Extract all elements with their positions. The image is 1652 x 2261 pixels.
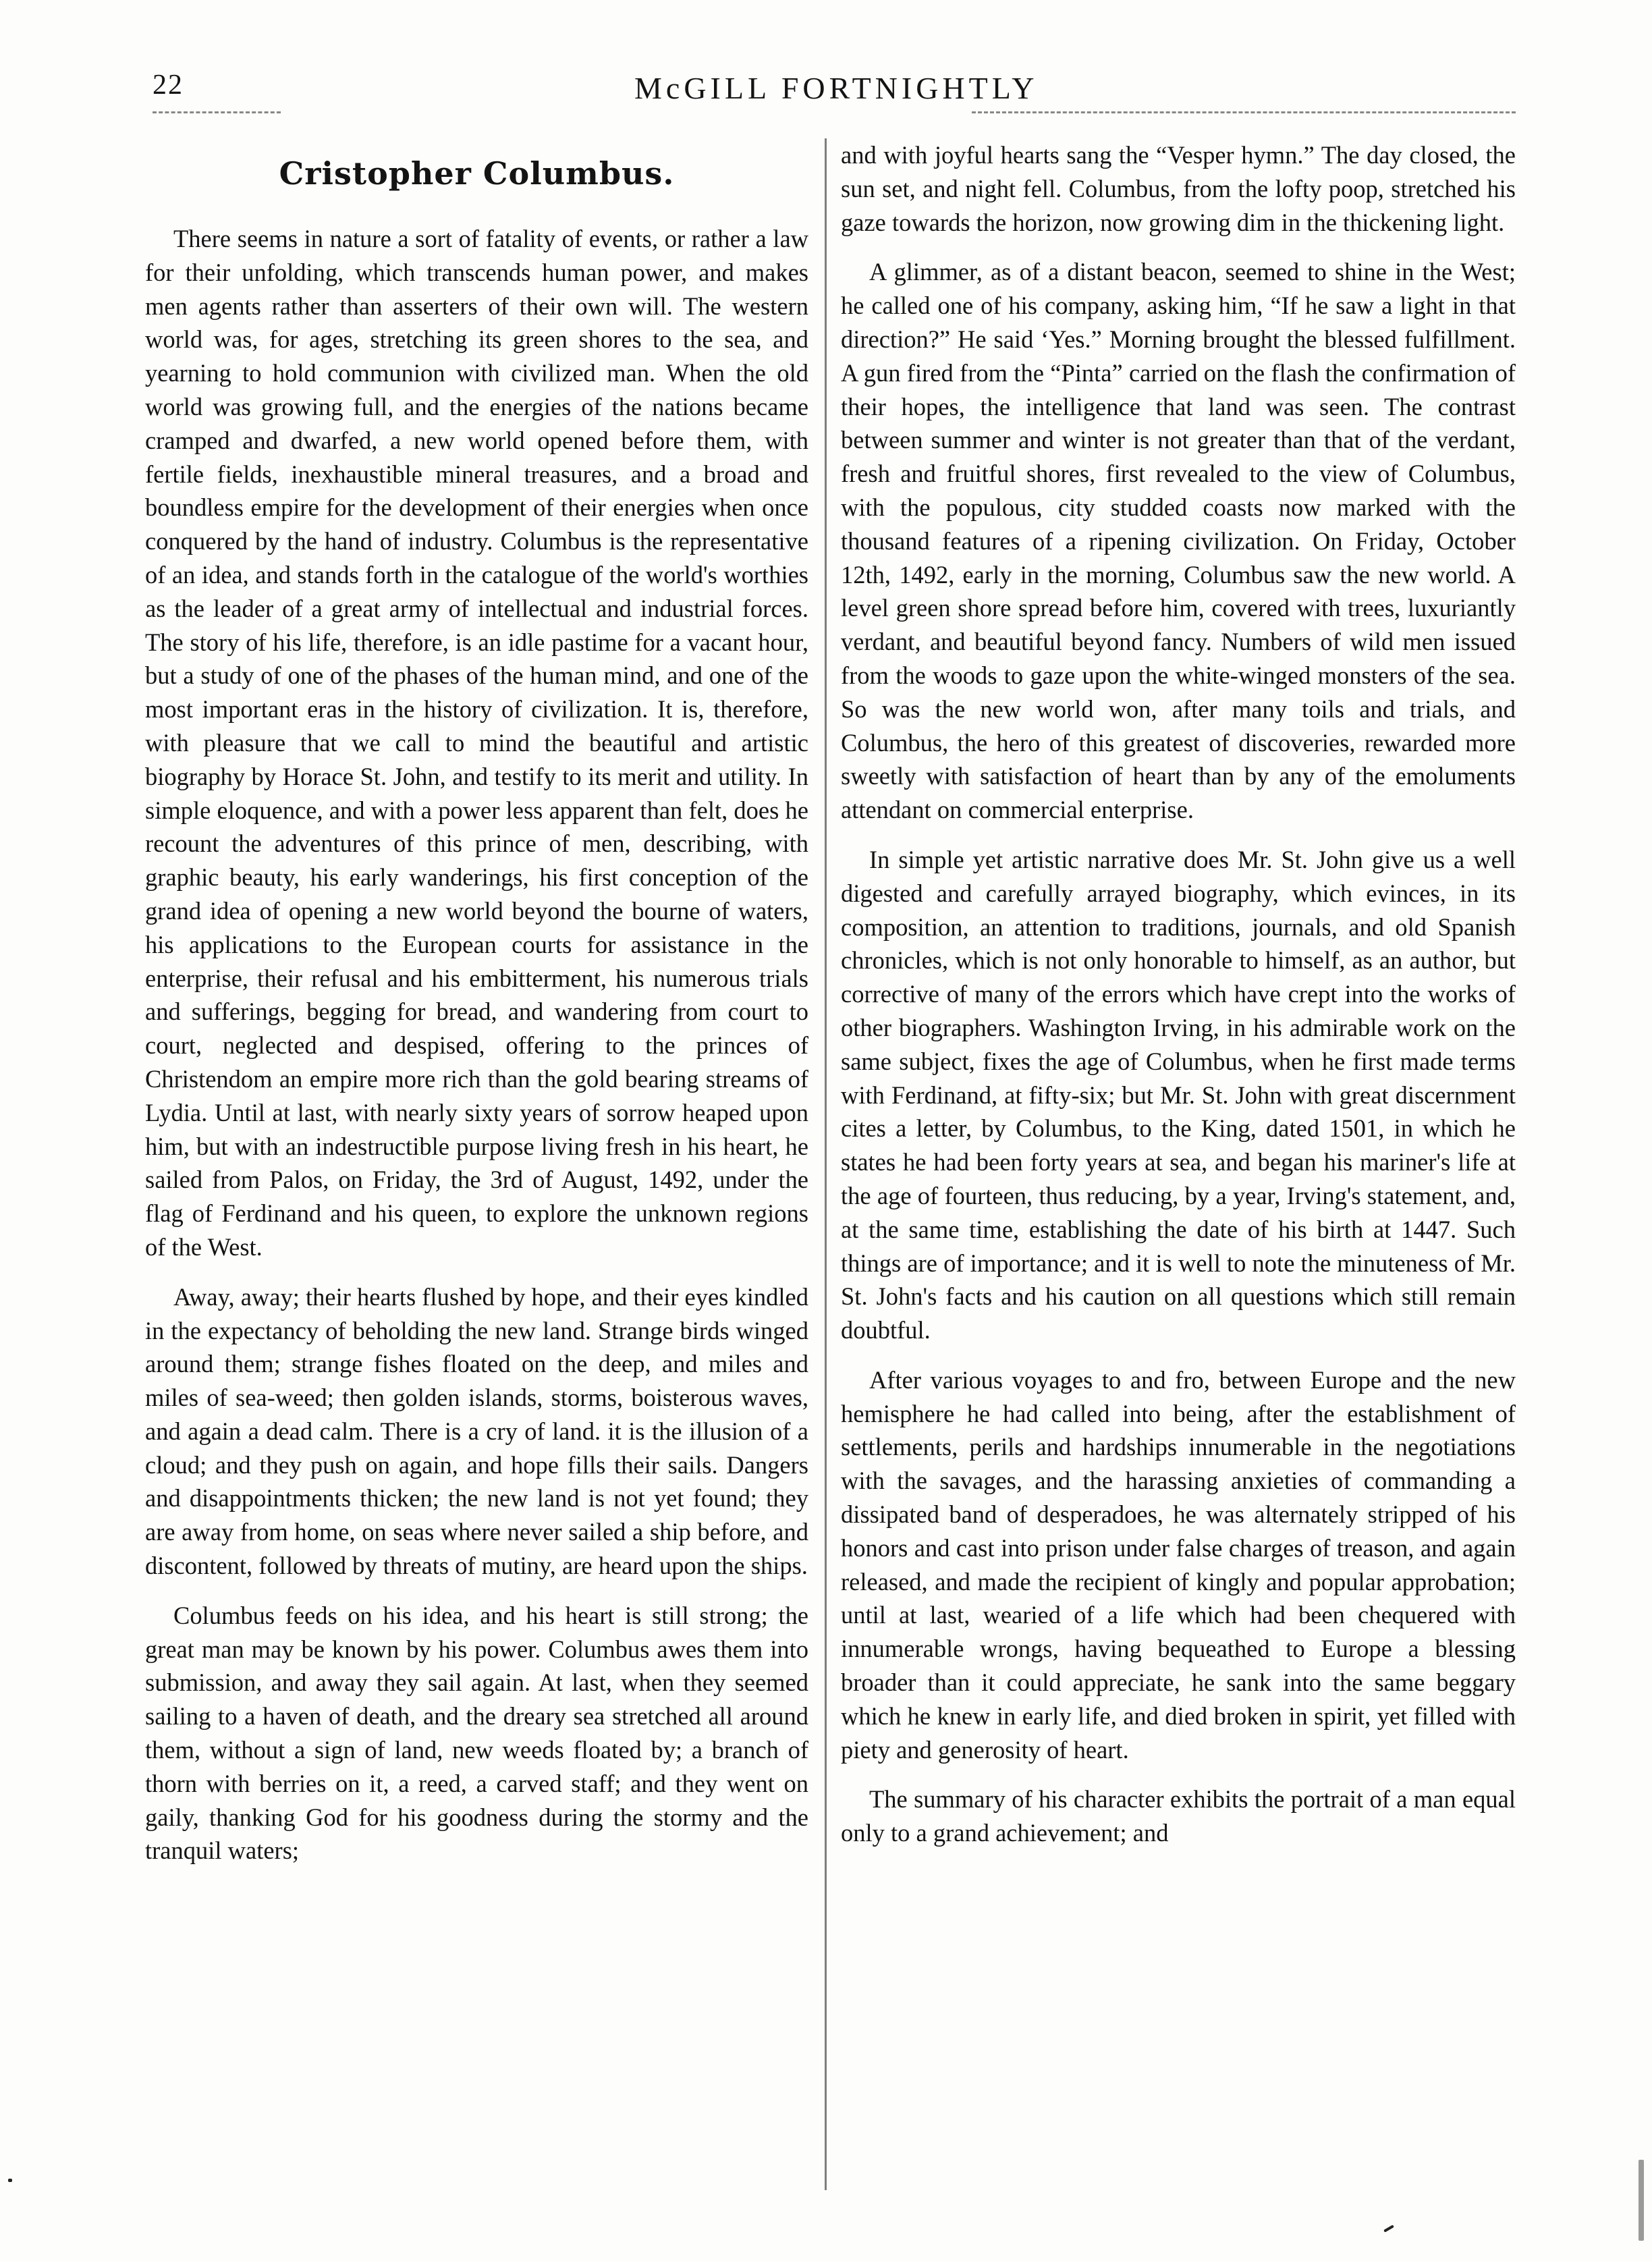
running-title: McGILL FORTNIGHTLY bbox=[634, 71, 1039, 105]
paragraph: Away, away; their hearts flushed by hope, and their eyes kindled in the expectancy of beholding the new land. Strange birds winged around them; strange fishes floated on the deep, and miles and miles of sea-weed; then golden islands, storms, boisterous waves, and again a dead calm. There is a cry of land. it is the illusion of a cloud; and they push on again, and hope fills their sails. Dangers and disappointments thicken; the new land is not yet found; they are away from home, on seas where never sailed a ship before, and discontent, followed by threats of mutiny, are heard upon the ships. bbox=[145, 1282, 808, 1580]
ink-speck bbox=[8, 2179, 12, 2182]
paragraph: Columbus feeds on his idea, and his heart is still strong; the great man may be known by his power. Columbus awes them into submission, and away they sail again. At last, when they seemed sailing to a haven of death, and the dreary sea stretched all around them, without a sign of land, new weeds floated by; a branch of thorn with berries on it, a reed, a carved staff; and they went on gaily, thanking God for his goodness during the stormy and the tranquil waters; bbox=[145, 1601, 808, 1865]
article-title: Cristopher Columbus. bbox=[279, 155, 675, 192]
paragraph: After various voyages to and fro, between Europe and the new hemisphere he had called into being, after the establishment of settlements, perils and hardships innumerable in the negotiations with the savages, and the harassing anxieties of commanding a dissipated band of desperadoes, he was alternately stripped of his honors and cast into prison under false charges of treason, and again released, and made the recipient of kingly and popular approbation; until at last, wearied of a life which had been chequered with innumerable wrongs, having bequeathed to Europe a blessing broader than it could appreciate, he sank into the same beggary which he knew in early life, and died broken in spirit, yet filled with piety and generosity of heart. bbox=[841, 1365, 1516, 1764]
paragraph: The summary of his character exhibits the portrait of a man equal only to a grand achievement; and bbox=[841, 1785, 1516, 1847]
column-divider bbox=[825, 138, 827, 2190]
header-rule-left bbox=[153, 111, 281, 113]
paragraph: In simple yet artistic narrative does Mr. St. John give us a well digested and carefully arrayed biography, which evinces, in its composition, an attention to traditions, journals, and old Spanish chronicles, which is not only honorable to himself, as an author, but corrective of many of the errors which have crept into the works of other biographers. Washington Irving, in his admirable work on the same subject, fixes the age of Columbus, when he first made terms with Ferdinand, at fifty-six; but Mr. St. John with great discernment cites a letter, by Columbus, to the King, dated 1501, in which he states he had been forty years at sea, and began his mariner's life at the age of fourteen, thus reducing, by a year, Irving's statement, and, at the same time, establishing the date of his birth at 1447. Such things are of importance; and it is well to note the minuteness of Mr. St. John's facts and his caution on all questions which still remain doubtful. bbox=[841, 845, 1516, 1344]
paragraph: There seems in nature a sort of fatality of events, or rather a law for their unfolding, which transcends human power, and makes men agents rather than asserters of their own will. The western world was, for ages, stretching its green shores to the sea, and yearning to hold communion with civilized man. When the old world was growing full, and the energies of the nations became cramped and dwarfed, a new world opened before them, with fertile fields, inexhaustible mineral treasures, and a broad and boundless empire for the development of their energies when once conquered by the hand of industry. Columbus is the representative of an idea, and stands forth in the catalogue of the world's worthies as the leader of a great army of intellectual and industrial forces. The story of his life, therefore, is an idle pastime for a vacant hour, but a study of one of the phases of the human mind, and one of the most important eras in the history of civilization. It is, therefore, with pleasure that we call to mind the beautiful and artistic biography by Horace St. John, and testify to its merit and utility. In simple eloquence, and with a power less apparent than felt, does he recount the adventures of this prince of men, describing, with graphic beauty, his early wanderings, his first conception of the grand idea of opening a new world beyond the bourne of waters, his applications to the European courts for assistance in the enterprise, their refusal and his embitterment, his numerous trials and sufferings, begging for bread, and wandering from court to court, neglected and despised, offering to the princes of Christendom an empire more rich than the gold bearing streams of Lydia. Until at last, with nearly sixty years of sorrow heaped upon him, but with an indestructible purpose living fresh in his heart, he sailed from Palos, on Friday, the 3rd of August, 1492, under the flag of Ferdinand and his queen, to explore the unknown regions of the West. bbox=[145, 225, 808, 1261]
paragraph: A glimmer, as of a distant beacon, seemed to shine in the West; he called one of his company, asking him, “If he saw a light in that direction?” He said ‘Yes.” Morning brought the blessed fulfillment. A gun fired from the “Pinta” carried on the flash the confirmation of their hopes, the intelligence that land was seen. The contrast between summer and winter is not greater than that of the verdant, fresh and fruitful shores, first revealed to the view of Columbus, with the populous, city studded coasts now marked with the thousand features of a ripening civilization. On Friday, October 12th, 1492, early in the morning, Columbus saw the new world. A level green shore spread before him, covered with trees, luxuriantly verdant, and beautiful beyond fancy. Numbers of wild men issued from the woods to gaze upon the white-winged monsters of the sea. So was the new world won, after many toils and trials, and Columbus, the hero of this greatest of discoveries, rewarded more sweetly with satisfaction of heart than by any of the emoluments attendant on commercial enterprise. bbox=[841, 258, 1516, 824]
right-column bbox=[841, 138, 1516, 1866]
ink-speck bbox=[1639, 2160, 1644, 2241]
paragraph: and with joyful hearts sang the “Vesper hymn.” The day closed, the sun set, and night fell. Columbus, from the lofty poop, stretched his gaze towards the horizon, now growing dim in the thickening light. bbox=[841, 141, 1516, 236]
left-column bbox=[145, 138, 808, 1884]
ink-speck bbox=[1383, 2225, 1394, 2232]
header-rule-right bbox=[972, 111, 1516, 113]
page-number: 22 bbox=[153, 70, 184, 101]
